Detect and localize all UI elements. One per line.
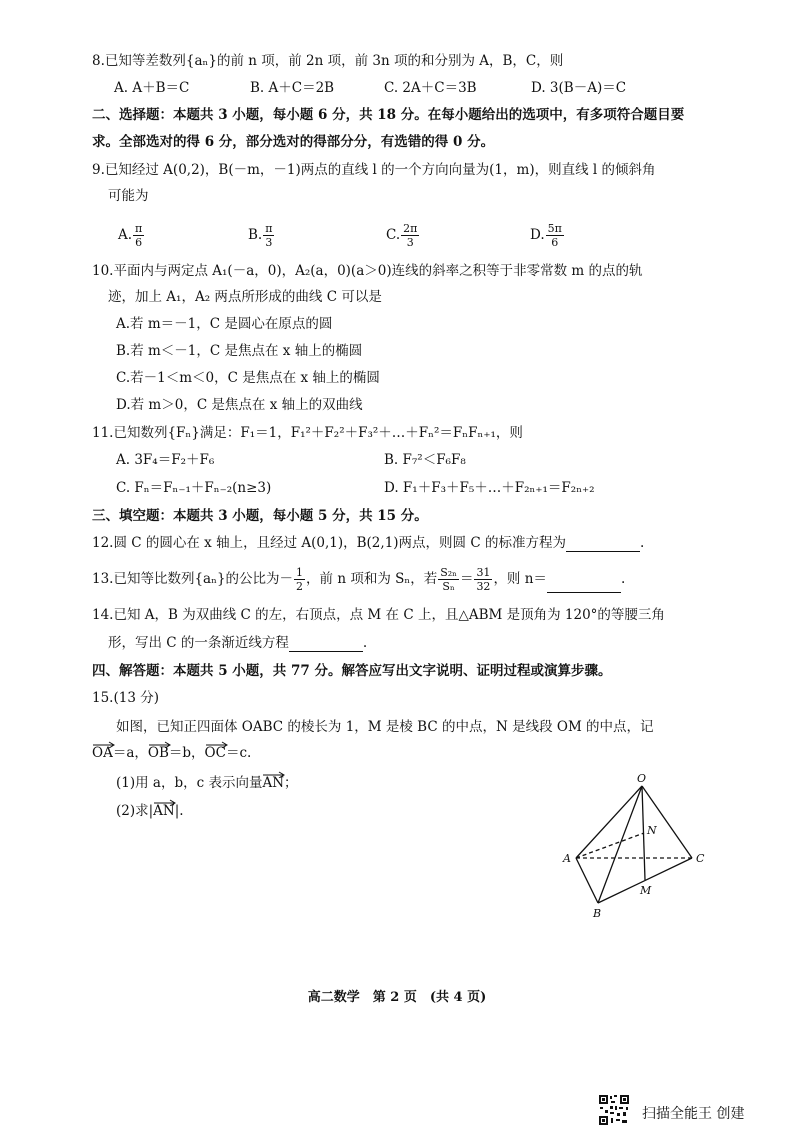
q13-ratio-numerator: 1 — [296, 566, 304, 579]
vector-arrow-an-icon — [262, 771, 286, 778]
q8-stem: 8.已知等差数列{aₙ}的前 n 项，前 2n 项，前 3n 项的和分别为 A，B，C，则 — [92, 53, 564, 69]
q13-answer-blank[interactable] — [547, 578, 621, 593]
section2-heading-line2: 求。全部选对的得 6 分，部分选对的得部分分，有选错的得 0 分。 — [92, 134, 495, 150]
q10-option-d: D.若 m＞0，C 是焦点在 x 轴上的双曲线 — [116, 397, 363, 413]
q8-option-d: D. 3(B－A)＝C — [531, 80, 627, 96]
q9-option-c-letter: C. — [386, 227, 401, 243]
q12-line — [92, 534, 644, 552]
q13-mid: ，前 n 项和为 Sₙ，若 — [306, 571, 438, 587]
label-a: A — [563, 852, 571, 865]
q13-value-denominator: 32 — [476, 580, 491, 593]
edge-oc — [642, 786, 692, 858]
label-n: N — [647, 824, 657, 837]
vector-oa-eq: ＝a， — [112, 745, 148, 761]
q9-option-a-fraction — [133, 222, 144, 249]
q9-option-a-denominator: 6 — [135, 236, 143, 249]
q9-option-c-fraction — [401, 222, 419, 249]
q9-option-a — [118, 222, 145, 249]
q15-line1: 如图，已知正四面体 OABC 的棱长为 1，M 是棱 BC 的中点，N 是线段 OM 的中点，记 — [116, 719, 654, 735]
q8-option-a: A. A＋B＝C — [114, 80, 190, 96]
q15-part1 — [116, 774, 298, 792]
q10-line1: 10.平面内与两定点 A₁(－a，0)，A₂(a，0)(a＞0)连线的斜率之积等于非零常数 m 的点的轨 — [92, 263, 643, 279]
q13-post: ，则 n＝ — [493, 571, 547, 587]
segment-an-hidden — [576, 833, 644, 858]
q10-option-b: B.若 m＜－1，C 是焦点在 x 轴上的椭圆 — [116, 343, 363, 359]
q13-ratio-fraction — [294, 566, 305, 593]
q15-part2-text: (2)求| — [116, 803, 154, 819]
q10-line2: 迹，加上 A₁，A₂ 两点所形成的曲线 C 可以是 — [108, 289, 382, 305]
q13-end: . — [620, 571, 626, 587]
q9-option-a-numerator: π — [135, 222, 143, 235]
q15-vector-definitions — [92, 744, 251, 762]
scanner-watermark: 扫描全能王 创建 — [642, 1106, 745, 1122]
q15-part1-text: (1)用 a，b，c 表示向量 — [116, 775, 263, 791]
q13-ratio-denominator: 2 — [296, 580, 304, 593]
q13-eq: ＝ — [459, 571, 474, 587]
q14-line2 — [108, 634, 367, 652]
vector-oc: OC — [204, 745, 226, 761]
q9-option-c — [386, 222, 420, 249]
q10-option-a: A.若 m＝－1，C 是圆心在原点的圆 — [116, 316, 333, 332]
section4-heading: 四、解答题：本题共 5 小题，共 77 分。解答应写出文字说明、证明过程或演算步骤。 — [92, 663, 612, 679]
q13-value-fraction — [474, 566, 492, 593]
vector-arrow-ob-icon — [148, 741, 172, 748]
q13-pre: 13.已知等比数列{aₙ}的公比为－ — [92, 571, 294, 587]
q9-option-b-fraction — [263, 222, 274, 249]
vector-arrow-oc-icon — [205, 741, 229, 748]
section3-heading: 三、填空题：本题共 3 小题，每小题 5 分，共 15 分。 — [92, 508, 428, 524]
q11-option-d: D. F₁＋F₃＋F₅＋…＋F₂ₙ₊₁＝F₂ₙ₊₂ — [384, 480, 595, 496]
label-c: C — [696, 852, 705, 865]
q12-text: 12.圆 C 的圆心在 x 轴上，且经过 A(0,1)，B(2,1)两点，则圆 C 的标准方程为 — [92, 535, 566, 551]
q15-part1-end: ； — [284, 775, 298, 791]
q11-option-b: B. F₇²＜F₆F₈ — [384, 452, 466, 468]
q9-option-b — [248, 222, 275, 249]
edge-ab — [576, 858, 598, 903]
q9-option-c-numerator: 2π — [403, 222, 418, 235]
q9-option-b-numerator: π — [265, 222, 273, 235]
vector-arrow-an-2-icon — [153, 799, 177, 806]
vector-ob-eq: ＝b， — [168, 745, 205, 761]
q12-end: . — [639, 535, 645, 551]
label-b: B — [593, 907, 602, 920]
q11-option-a: A. 3F₄＝F₂＋F₆ — [116, 452, 215, 468]
q9-option-a-letter: A. — [118, 227, 133, 243]
q13-sum-numerator: S₂ₙ — [440, 566, 457, 579]
q9-option-d — [530, 222, 565, 249]
vector-oc-eq: ＝c. — [225, 745, 252, 761]
vector-arrow-oa-icon — [92, 741, 116, 748]
q14-answer-blank[interactable] — [289, 637, 363, 652]
vector-an-2: AN — [153, 803, 175, 819]
q9-option-d-numerator: 5π — [547, 222, 562, 235]
vector-oa: OA — [92, 745, 113, 761]
section2-heading-line1: 二、选择题：本题共 3 小题，每小题 6 分，共 18 分。在每小题给出的选项中，有多项符合题目要 — [92, 107, 685, 123]
q15-part2 — [116, 802, 184, 820]
q13-value-numerator: 31 — [476, 566, 491, 579]
q9-option-b-denominator: 3 — [265, 236, 273, 249]
q9-line2: 可能为 — [108, 188, 149, 204]
page-footer: 高二数学 第 2 页 (共 4 页) — [307, 990, 487, 1005]
label-m: M — [640, 884, 652, 897]
q11-option-c: C. Fₙ＝Fₙ₋₁＋Fₙ₋₂(n≥3) — [116, 480, 272, 496]
q9-option-c-denominator: 3 — [406, 236, 414, 249]
q9-line1: 9.已知经过 A(0,2)，B(－m，－1)两点的直线 l 的一个方向向量为(1，m)，则直线 l 的倾斜角 — [92, 162, 656, 178]
q8-option-c: C. 2A＋C＝3B — [384, 80, 477, 96]
q14-line1: 14.已知 A，B 为双曲线 C 的左，右顶点，点 M 在 C 上，且△ABM 是顶角为 120°的等腰三角 — [92, 607, 665, 623]
label-o: O — [637, 772, 647, 785]
q15-part2-end: |. — [174, 803, 184, 819]
q12-answer-blank[interactable] — [566, 537, 640, 552]
tetrahedron-figure — [558, 772, 718, 922]
q10-option-c: C.若－1＜m＜0，C 是焦点在 x 轴上的椭圆 — [116, 370, 380, 386]
q9-option-d-fraction — [546, 222, 564, 249]
q9-option-d-denominator: 6 — [551, 236, 559, 249]
q9-option-d-letter: D. — [530, 227, 545, 243]
q9-option-b-letter: B. — [248, 227, 263, 243]
q14-end: . — [362, 635, 368, 651]
q14-line2-text: 形，写出 C 的一条渐近线方程 — [108, 635, 289, 651]
q15-header: 15.(13 分) — [92, 690, 159, 706]
vector-an: AN — [262, 775, 285, 791]
q8-option-b: B. A＋C＝2B — [250, 80, 335, 96]
vector-ob: OB — [147, 745, 169, 761]
q13-sum-denominator: Sₙ — [442, 580, 455, 593]
edge-oa — [576, 786, 642, 858]
q13-line — [92, 566, 625, 593]
q13-sum-fraction — [438, 566, 459, 593]
q11-stem: 11.已知数列{Fₙ}满足：F₁＝1，F₁²＋F₂²＋F₃²＋…＋Fₙ²＝FₙFₙ₊₁，则 — [92, 425, 523, 441]
